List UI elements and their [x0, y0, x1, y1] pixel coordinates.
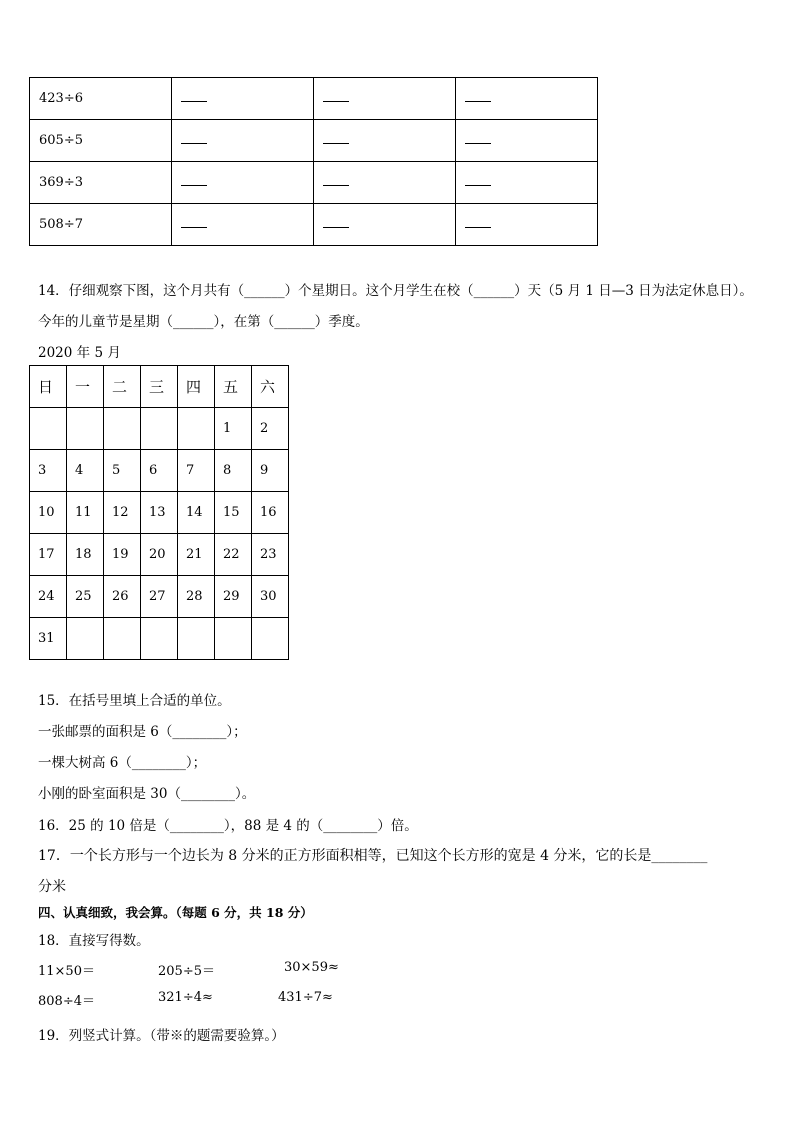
division-table	[29, 77, 598, 246]
calendar-day	[141, 408, 178, 450]
division-expression: 508÷7	[30, 204, 172, 246]
division-expression: 369÷3	[30, 162, 172, 204]
calendar-week-row	[30, 450, 289, 492]
calendar-day: 16	[252, 492, 289, 534]
calendar-day: 1	[215, 408, 252, 450]
answer-blank	[465, 133, 491, 144]
answer-cell[interactable]	[456, 120, 598, 162]
answer-cell[interactable]	[314, 162, 456, 204]
answer-cell[interactable]	[172, 78, 314, 120]
division-table-row	[30, 204, 598, 246]
q19: 19．列竖式计算。（带※的题需要验算。）	[38, 1028, 285, 1044]
calendar-weekday: 一	[67, 366, 104, 408]
answer-cell[interactable]	[456, 204, 598, 246]
q18-item-5: 321÷4≈	[158, 990, 213, 1005]
calendar-day: 24	[30, 576, 67, 618]
calendar-week-row	[30, 408, 289, 450]
calendar-week-row	[30, 534, 289, 576]
calendar-weekday: 日	[30, 366, 67, 408]
calendar-day: 5	[104, 450, 141, 492]
q18-item-6: 431÷7≈	[278, 990, 333, 1005]
calendar-day: 19	[104, 534, 141, 576]
q18-item-2: 205÷5＝	[158, 964, 215, 979]
calendar-day: 28	[178, 576, 215, 618]
answer-cell[interactable]	[314, 204, 456, 246]
q14-line1: 14．仔细观察下图，这个月共有（______）个星期日。这个月学生在校（______）天（5 月 1 日—3 日为法定休息日）。	[38, 283, 753, 299]
calendar-day: 11	[67, 492, 104, 534]
calendar-day: 27	[141, 576, 178, 618]
calendar-day: 4	[67, 450, 104, 492]
calendar-day	[67, 408, 104, 450]
q18-item-1: 11×50＝	[38, 964, 95, 979]
calendar-day: 13	[141, 492, 178, 534]
q16: 16．25 的 10 倍是（________），88 是 4 的（________）倍。	[38, 818, 418, 834]
q18-title: 18．直接写得数。	[38, 933, 150, 949]
answer-blank	[465, 91, 491, 102]
calendar-day: 10	[30, 492, 67, 534]
q15-c: 小刚的卧室面积是 30（________）。	[38, 786, 256, 802]
answer-cell[interactable]	[314, 120, 456, 162]
answer-cell[interactable]	[172, 120, 314, 162]
calendar-weekday: 二	[104, 366, 141, 408]
calendar-week-row	[30, 576, 289, 618]
q17-line1: 17．一个长方形与一个边长为 8 分米的正方形面积相等，已知这个长方形的宽是 4 分米，它的长是________	[38, 848, 708, 864]
calendar-day: 8	[215, 450, 252, 492]
division-table-row	[30, 162, 598, 204]
section-4-heading: 四、认真细致，我会算。（每题 6 分，共 18 分）	[38, 905, 313, 920]
calendar-day: 7	[178, 450, 215, 492]
calendar-day: 9	[252, 450, 289, 492]
calendar-day: 22	[215, 534, 252, 576]
calendar-day	[141, 618, 178, 660]
calendar-day: 14	[178, 492, 215, 534]
calendar-day: 23	[252, 534, 289, 576]
calendar-day: 18	[67, 534, 104, 576]
division-expression: 605÷5	[30, 120, 172, 162]
calendar-weekday: 四	[178, 366, 215, 408]
calendar-day	[252, 618, 289, 660]
calendar-week-row	[30, 492, 289, 534]
calendar-day	[178, 408, 215, 450]
answer-blank	[323, 217, 349, 228]
calendar-day: 20	[141, 534, 178, 576]
division-table-row	[30, 120, 598, 162]
calendar-day: 15	[215, 492, 252, 534]
calendar-day: 25	[67, 576, 104, 618]
answer-cell[interactable]	[172, 162, 314, 204]
q18-item-4: 808÷4＝	[38, 994, 95, 1009]
calendar-week-row	[30, 618, 289, 660]
answer-cell[interactable]	[456, 162, 598, 204]
q17-line2: 分米	[38, 879, 66, 895]
answer-blank	[323, 175, 349, 186]
calendar-header-row	[30, 366, 289, 408]
answer-blank	[181, 175, 207, 186]
answer-blank	[181, 91, 207, 102]
calendar-day	[215, 618, 252, 660]
calendar-day: 29	[215, 576, 252, 618]
answer-blank	[323, 133, 349, 144]
calendar-day: 3	[30, 450, 67, 492]
calendar-day: 31	[30, 618, 67, 660]
answer-cell[interactable]	[456, 78, 598, 120]
calendar-day: 26	[104, 576, 141, 618]
calendar-day	[30, 408, 67, 450]
calendar-caption: 2020 年 5 月	[38, 345, 121, 361]
calendar-day: 12	[104, 492, 141, 534]
calendar-day	[104, 618, 141, 660]
calendar-day: 21	[178, 534, 215, 576]
answer-blank	[465, 217, 491, 228]
answer-cell[interactable]	[172, 204, 314, 246]
calendar-day: 30	[252, 576, 289, 618]
answer-blank	[323, 91, 349, 102]
calendar-day	[178, 618, 215, 660]
calendar-day	[67, 618, 104, 660]
calendar-day: 17	[30, 534, 67, 576]
calendar-weekday: 六	[252, 366, 289, 408]
division-expression: 423÷6	[30, 78, 172, 120]
q15-title: 15．在括号里填上合适的单位。	[38, 693, 231, 709]
calendar-day	[104, 408, 141, 450]
answer-blank	[181, 217, 207, 228]
calendar-weekday: 五	[215, 366, 252, 408]
division-table-row	[30, 78, 598, 120]
calendar-day: 2	[252, 408, 289, 450]
calendar-table	[29, 365, 289, 660]
calendar-weekday: 三	[141, 366, 178, 408]
q15-a: 一张邮票的面积是 6（________）；	[38, 724, 247, 740]
answer-blank	[181, 133, 207, 144]
q14-line2: 今年的儿童节是星期（______），在第（______）季度。	[38, 314, 369, 330]
answer-blank	[465, 175, 491, 186]
q15-b: 一棵大树高 6（________）；	[38, 755, 207, 771]
q18-item-3: 30×59≈	[284, 960, 339, 975]
calendar-day: 6	[141, 450, 178, 492]
answer-cell[interactable]	[314, 78, 456, 120]
